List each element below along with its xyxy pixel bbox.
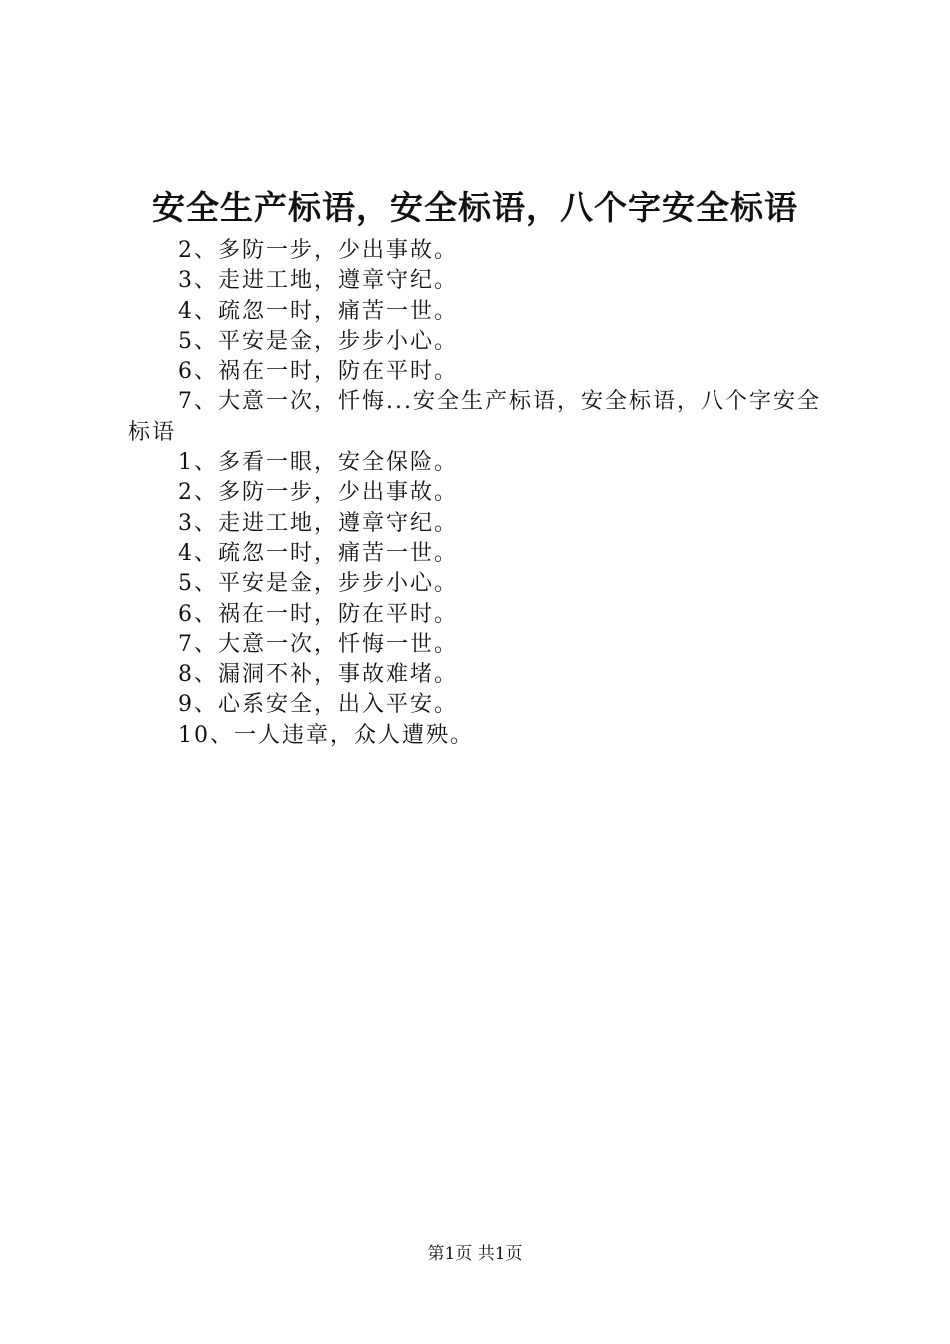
list-item: 6、祸在一时，防在平时。 (178, 601, 458, 627)
list-item: 2、多防一步，少出事故。 (178, 480, 458, 506)
list-item: 8、漏洞不补，事故难堵。 (178, 662, 458, 688)
list-item: 3、走进工地，遵章守纪。 (178, 268, 458, 294)
list-item: 5、平安是金，步步小心。 (178, 571, 458, 597)
document-body (128, 236, 840, 751)
list-item: 6、祸在一时，防在平时。 (178, 359, 458, 385)
list-item: 3、走进工地，遵章守纪。 (178, 510, 458, 536)
list-item: 4、疏忽一时，痛苦一世。 (178, 540, 458, 566)
list-item: 1、多看一眼，安全保险。 (178, 450, 458, 476)
list-item: 5、平安是金，步步小心。 (178, 328, 458, 354)
list-item: 10、一人违章，众人遭殃。 (178, 722, 474, 748)
paragraph: 7、大意一次，忏悔...安全生产标语，安全标语，八个字安全标语 (128, 389, 821, 445)
list-item: 9、心系安全，出入平安。 (178, 692, 458, 718)
list-item: 4、疏忽一时，痛苦一世。 (178, 298, 458, 324)
list-item: 7、大意一次，忏悔一世。 (178, 631, 458, 657)
list-item: 2、多防一步，少出事故。 (178, 238, 458, 263)
document-title: 安全生产标语，安全标语，八个字安全标语 (152, 188, 798, 227)
page-footer: 第1页 共1页 (427, 1244, 523, 1264)
